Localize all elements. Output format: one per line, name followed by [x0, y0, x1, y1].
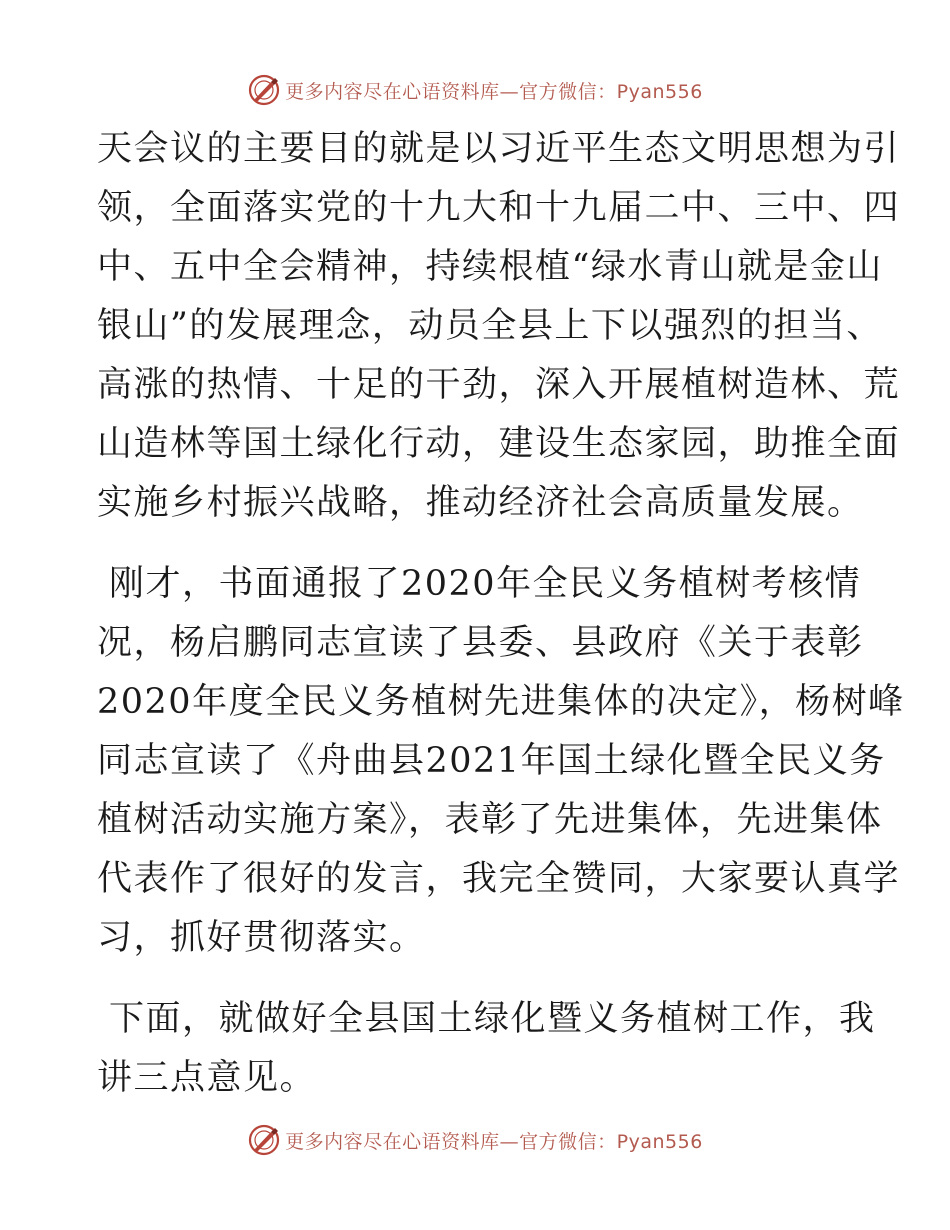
watermark-text: 更多内容尽在心语资料库—官方微信：Pyan556 — [285, 80, 703, 103]
text-line: 山造林等国土绿化行动，建设生态家园，助推全面 — [97, 424, 901, 464]
text-line: 刚才，书面通报了2020年全民义务植树考核情 — [109, 564, 862, 604]
paragraph-1 — [97, 120, 901, 533]
document-body — [97, 120, 905, 1108]
text-line: 况，杨启鹏同志宣读了县委、县政府《关于表彰 — [97, 623, 864, 663]
pen-logo-icon — [247, 73, 281, 107]
watermark-text: 更多内容尽在心语资料库—官方微信：Pyan556 — [285, 1130, 703, 1153]
footer-watermark — [0, 1120, 950, 1160]
text-line: 讲三点意见。 — [97, 1058, 317, 1098]
text-line: 实施乡村振兴战略，推动经济社会高质量发展。 — [97, 483, 864, 523]
paragraph-2 — [97, 555, 905, 968]
text-line: 同志宣读了《舟曲县2021年国土绿化暨全民义务 — [97, 741, 886, 781]
paragraph-3 — [97, 990, 876, 1108]
text-line: 天会议的主要目的就是以习近平生态文明思想为引 — [97, 129, 901, 169]
text-line: 代表作了很好的发言，我完全赞同，大家要认真学 — [97, 859, 901, 899]
text-line: 2020年度全民义务植树先进集体的决定》，杨树峰 — [97, 682, 905, 722]
text-line: 习，抓好贯彻落实。 — [97, 918, 426, 958]
pen-logo-icon — [247, 1123, 281, 1157]
text-line: 植树活动实施方案》，表彰了先进集体，先进集体 — [97, 800, 883, 840]
text-line: 下面，就做好全县国土绿化暨义务植树工作，我 — [109, 999, 876, 1039]
text-line: 高涨的热情、十足的干劲，深入开展植树造林、荒 — [97, 365, 901, 405]
text-line: 中、五中全会精神，持续根植“绿水青山就是金山 — [97, 247, 883, 287]
text-line: 领，全面落实党的十九大和十九届二中、三中、四 — [97, 188, 901, 228]
header-watermark — [0, 70, 950, 110]
text-line: 银山”的发展理念，动员全县上下以强烈的担当、 — [97, 306, 883, 346]
